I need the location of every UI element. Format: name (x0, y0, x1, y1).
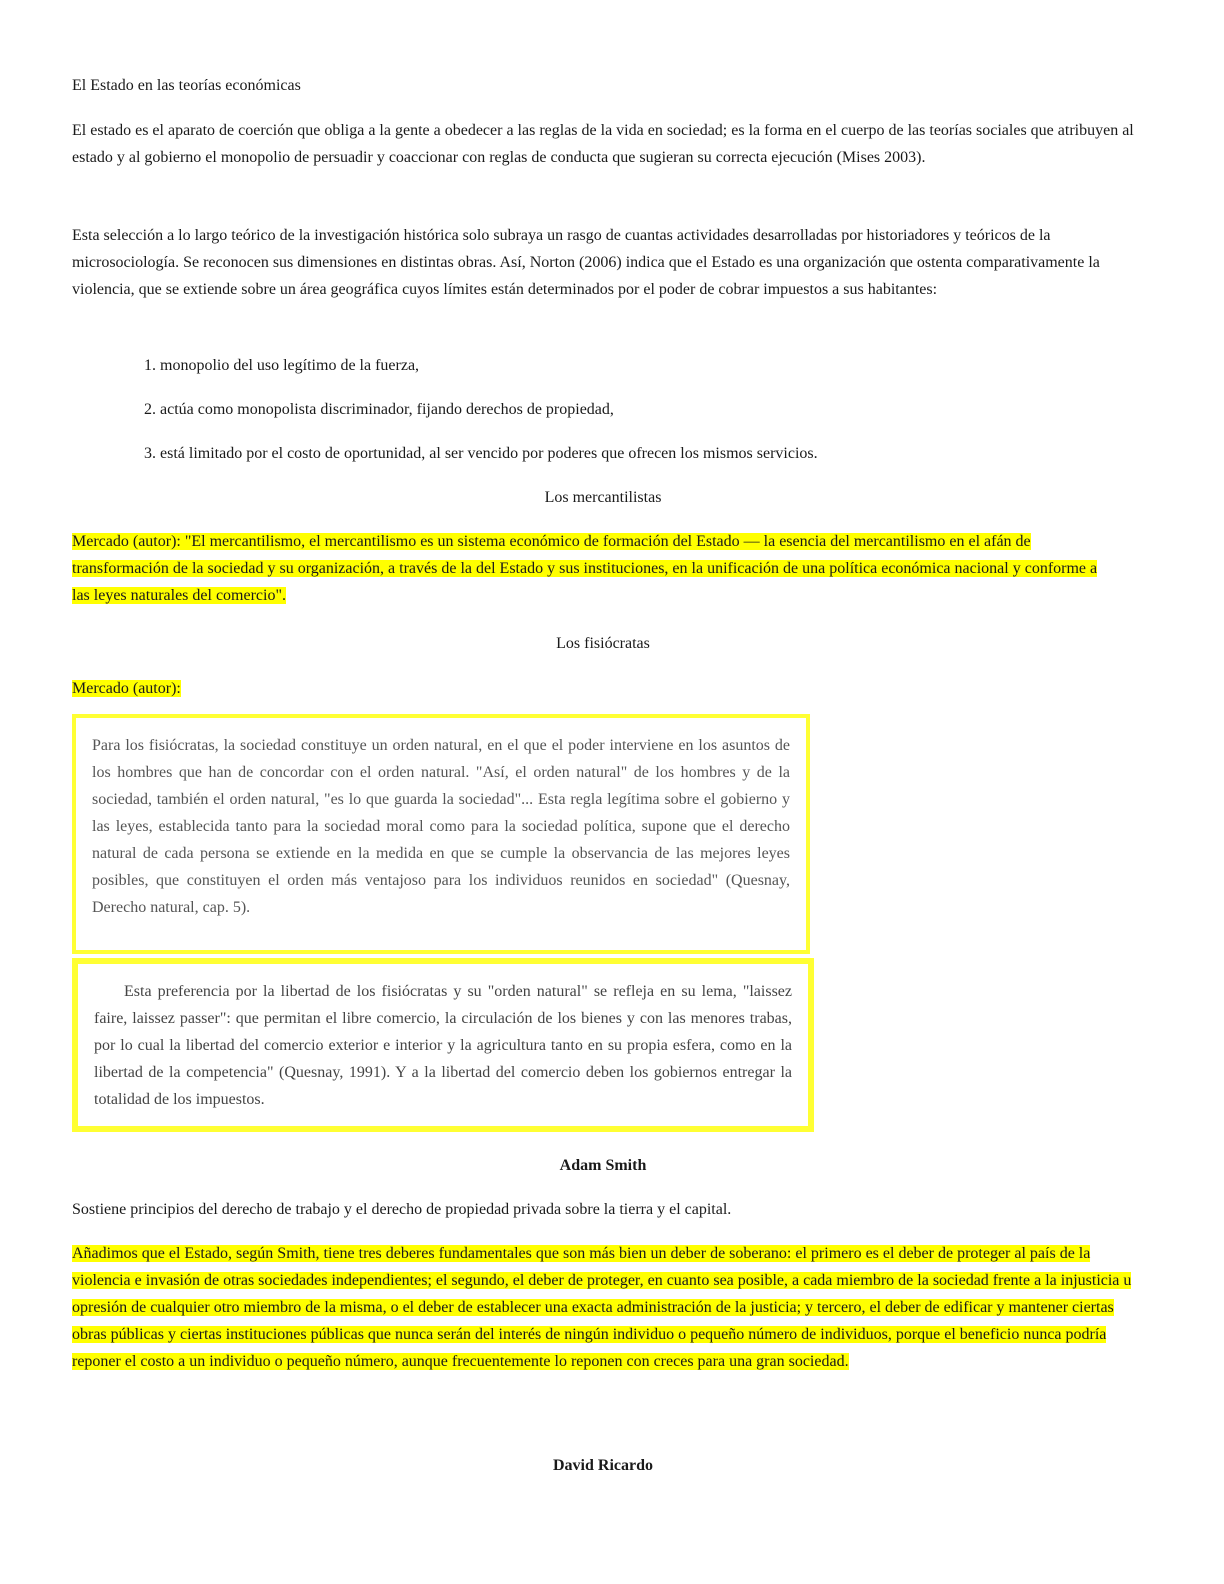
highlighted-text: Mercado (autor): (72, 680, 181, 697)
list-item: 3. está limitado por el costo de oportunidad, al ser vencido por poderes que ofrecen los mismos servicios. (144, 445, 818, 462)
highlighted-paragraph-mercantilistas (72, 528, 1112, 610)
fisiocratas-author-label (72, 675, 372, 702)
section-title-mercantilistas: Los mercantilistas (544, 489, 662, 506)
paragraph-historia: Esta selección a lo largo teórico de la investigación histórica solo subraya un rasgo de cuantas actividades desarrolladas por historiadores y teóricos de la microsociología. Se reconocen sus dimensiones en distintas obras. Así, Norton (2006) indica que el Estado es una organización que ostenta comparativamente la violencia, que se extiende sobre un área geográfica cuyos límites están determinados por el poder de cobrar impuestos a sus habitantes: (72, 227, 1100, 298)
paragraph-estado: El estado es el aparato de coerción que obliga a la gente a obedecer a las reglas de la vida en sociedad; es la forma en el cuerpo de las teorías sociales que atribuyen al estado y al gobierno el monopolio de persuadir y coaccionar con reglas de conducta que sugieran su correcta ejecución (Mises 2003). (72, 122, 1134, 166)
highlighted-paragraph-smith (72, 1240, 1134, 1420)
quote-image-laissez-faire: Esta preferencia por la libertad de los fisiócratas y su "orden natural" se refleja en su lema, "laissez faire, laissez passer": que permitan el libre comercio, la circulación de los bienes y con las menores trabas, por lo cual la libertad del comercio exterior e interior y la agricultura tanto en su propia esfera, como en la libertad de la competencia" (Quesnay, 1991). Y a la libertad del comercio deben los gobiernos entregar la totalidad de los impuestos. (72, 958, 814, 1132)
list-item: 2. actúa como monopolista discriminador, fijando derechos de propiedad, (144, 401, 614, 418)
highlighted-text: Mercado (autor): "El mercantilismo, el mercantilismo es un sistema económico de formación del Estado — la esencia del mercantilismo en el afán de transformación de la sociedad y su organización, a través de la del Estado y sus instituciones, en la unificación de una política económica nacional y conforme a las leyes naturales del comercio". (72, 533, 1098, 604)
section-title-fisiocratas: Los fisiócratas (556, 635, 650, 652)
section-title-smith: Adam Smith (559, 1157, 647, 1174)
document-heading: El Estado en las teorías económicas (72, 77, 301, 94)
list-item: 1. monopolio del uso legítimo de la fuerza, (144, 357, 420, 374)
section-title-ricardo: David Ricardo (553, 1457, 653, 1474)
paragraph-smith-intro: Sostiene principios del derecho de trabajo y el derecho de propiedad privada sobre la tierra y el capital. (72, 1201, 732, 1218)
highlighted-text: Añadimos que el Estado, según Smith, tiene tres deberes fundamentales que son más bien un deber de soberano: el primero es el deber de proteger al país de la violencia e invasión de otras sociedades independientes; el segundo, el deber de proteger, en cuanto sea posible, a cada miembro de la sociedad frente a la injusticia u opresión de cualquier otro miembro de la misma, o el deber de establecer una exacta administración de la justicia; y tercero, el deber de edificar y mantener ciertas obras públicas y ciertas instituciones públicas que nunca serán del interés de ningún individuo o pequeño número de individuos, porque el beneficio nunca podría reponer el costo a un individuo o pequeño número, aunque frecuentemente lo reponen con creces para una gran sociedad. (72, 1245, 1132, 1370)
quote-image-fisiocratas: Para los fisiócratas, la sociedad constituye un orden natural, en el que el poder interviene en los asuntos de los hombres que han de concordar con el orden natural. "Así, el orden natural" de los hombres y de la sociedad, también el orden natural, "es lo que guarda la sociedad"... Esta regla legítima sobre el gobierno y las leyes, establecida tanto para la sociedad moral como para la sociedad política, supone que el derecho natural de cada persona se extiende en la medida en que se cumple la observancia de las mejores leyes posibles, que constituyen el orden más ventajoso para los individuos reunidos en sociedad" (Quesnay, Derecho natural, cap. 5). (72, 714, 810, 954)
